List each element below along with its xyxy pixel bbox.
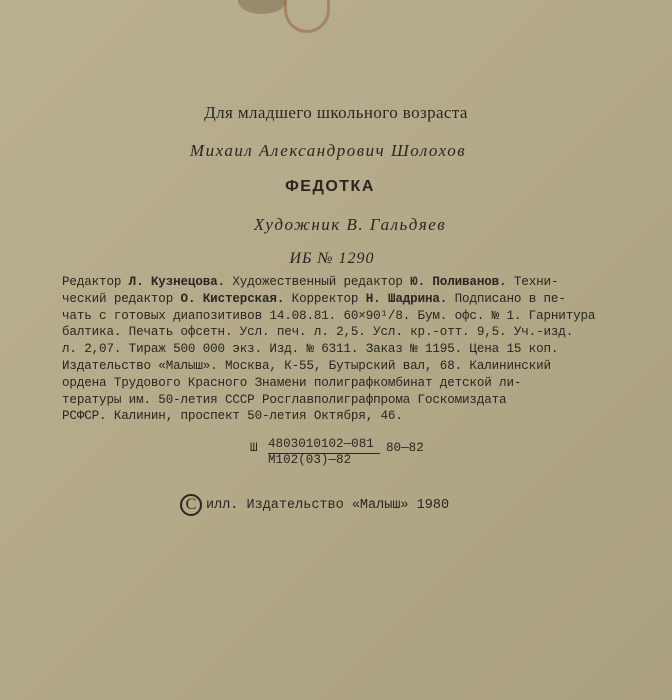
copyright-line: [180, 492, 449, 518]
corrector-name: Н. Шадрина.: [365, 291, 448, 306]
imprint-line: балтика. Печать офсетн. Усл. печ. л. 2,5. Усл. кр.-отт. 9,5. Уч.-изд.: [62, 325, 574, 340]
code-numerator: 4803010102—081: [268, 437, 374, 451]
imprint-text: ческий редактор: [62, 291, 181, 306]
editor-name: Л. Кузнецова.: [128, 275, 225, 289]
code-denominator: М102(03)—82: [268, 453, 352, 467]
ink-smudge: [238, 0, 286, 14]
imprint-line: тературы им. 50-летия СССР Росглавполиграфпрома Госкомиздата: [62, 392, 507, 407]
imprint-line: РСФСР. Калинин, проспект 50-летия Октября, 46.: [62, 409, 403, 424]
tech-editor-name: О. Кистерская.: [180, 291, 285, 306]
imprint-line: ордена Трудового Красного Знамени полиграфкомбинат детской ли-: [62, 375, 522, 390]
imprint-line: Издательство «Малыш». Москва, К-55, Бутырский вал, 68. Калининский: [62, 358, 551, 373]
imprint-text: Подписано в пе-: [447, 291, 566, 306]
copyright-icon: С: [180, 494, 202, 516]
imprint-block: [62, 274, 632, 425]
imprint-line: л. 2,07. Тираж 500 000 экз. Изд. № 6311. Заказ № 1195. Цена 15 коп.: [62, 342, 559, 357]
imprint-text: Художественный редактор: [224, 275, 411, 289]
ib-number: ИБ № 1290: [289, 250, 375, 267]
age-line: Для младшего школьного возраста: [204, 103, 468, 122]
code-prefix: Ш: [250, 441, 258, 455]
ink-smudge: [284, 0, 330, 33]
imprint-text: Техни-: [506, 275, 559, 289]
art-editor-name: Ю. Поливанов.: [410, 275, 507, 289]
copyright-text: илл. Издательство «Малыш» 1980: [206, 497, 450, 513]
artist-line: Художник В. Гальдяев: [253, 215, 447, 234]
code-year: 80—82: [386, 441, 424, 455]
imprint-line: чать с готовых диапозитивов 14.08.81. 60×90¹/8. Бум. офс. № 1. Гарнитура: [62, 308, 596, 323]
author-name: Михаил Александрович Шолохов: [189, 141, 467, 160]
imprint-text: Корректор: [284, 291, 366, 306]
book-title: ФЕДОТКА: [285, 178, 375, 195]
imprint-text: Редактор: [62, 275, 129, 289]
